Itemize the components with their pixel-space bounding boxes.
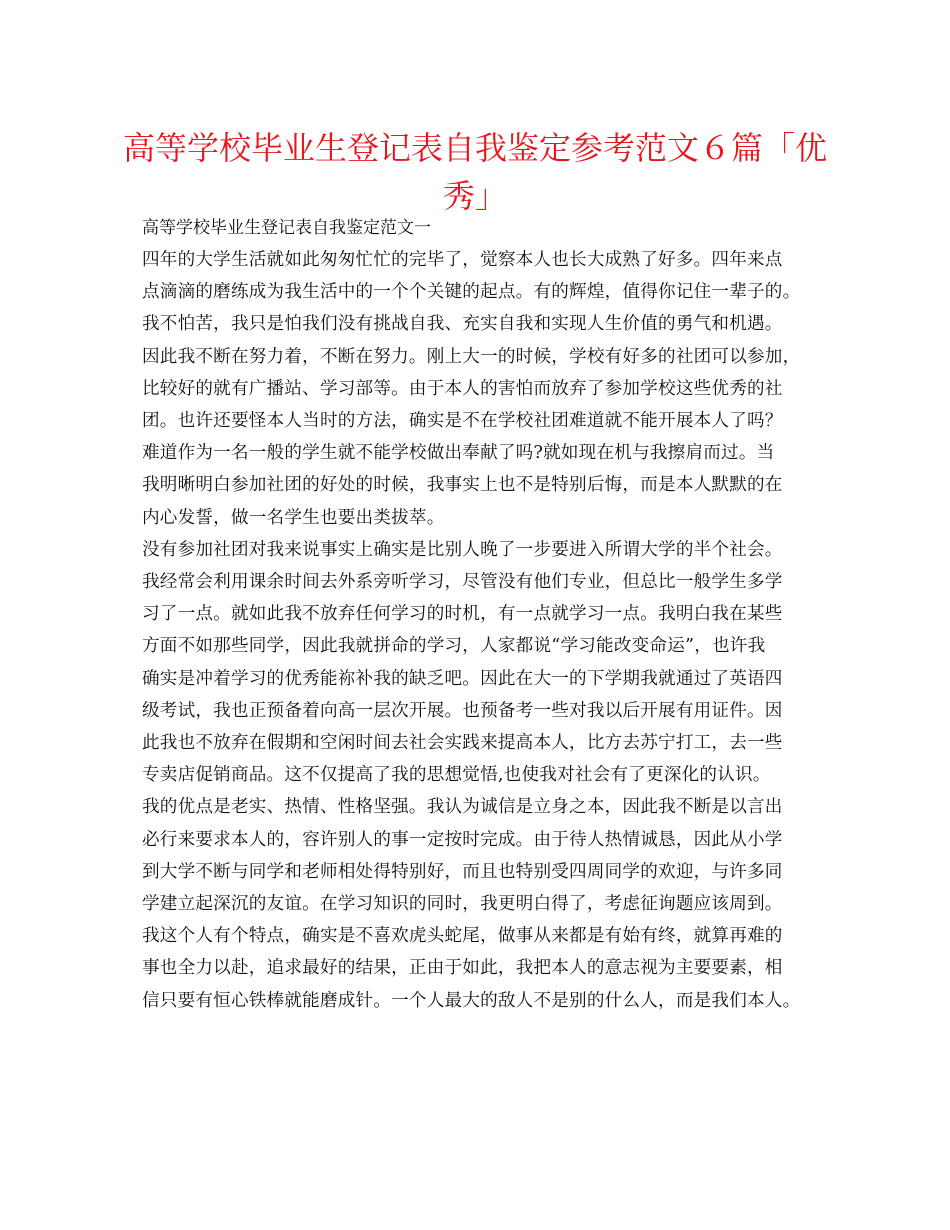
body-line: 比较好的就有广播站、学习部等。由于本人的害怕而放弃了参加学校这些优秀的社 xyxy=(142,378,783,399)
body-line: 我这个人有个特点，确实是不喜欢虎头蛇尾，做事从来都是有始有终，就算再难的 xyxy=(142,926,783,947)
section-heading: 高等学校毕业生登记表自我鉴定范文一 xyxy=(142,218,431,238)
document-title-line2: 秀」 xyxy=(442,177,507,215)
body-line: 团。也许还要怪本人当时的方法，确实是不在学校社团难道就不能开展本人了吗？ xyxy=(142,411,783,432)
body-line: 没有参加社团对我来说事实上确实是比别人晚了一步要进入所谓大学的半个社会。 xyxy=(142,539,783,560)
body-line: 习了一点。就如此我不放弃任何学习的时机，有一点就学习一点。我明白我在某些 xyxy=(142,604,783,625)
body-line: 我的优点是老实、热情、性格坚强。我认为诚信是立身之本，因此我不断是以言出 xyxy=(142,797,783,818)
body-line: 信只要有恒心铁棒就能磨成针。一个人最大的敌人不是别的什么人，而是我们本人。 xyxy=(142,990,801,1011)
body-line: 方面不如那些同学，因此我就拼命的学习，人家都说“学习能改变命运”，也许我 xyxy=(142,636,766,657)
body-line: 我经常会利用课余时间去外系旁听学习，尽管没有他们专业，但总比一般学生多学 xyxy=(142,572,783,593)
body-line: 事也全力以赴，追求最好的结果，正由于如此，我把本人的意志视为主要要素，相 xyxy=(142,958,783,979)
body-line: 必行来要求本人的，容许别人的事一定按时完成。由于待人热情诚恳，因此从小学 xyxy=(142,829,783,850)
body-line: 确实是冲着学习的优秀能祢补我的缺乏吧。因此在大一的下学期我就通过了英语四 xyxy=(142,668,783,689)
body-line: 我不怕苦，我只是怕我们没有挑战自我、充实自我和实现人生价值的勇气和机遇。 xyxy=(142,314,783,335)
body-line: 四年的大学生活就如此匆匆忙忙的完毕了，觉察本人也长大成熟了好多。四年来点 xyxy=(142,250,783,270)
body-line: 内心发誓，做一名学生也要出类拔萃。 xyxy=(142,507,445,528)
body-line: 学建立起深沉的友谊。在学习知识的同时，我更明白得了，考虑征询题应该周到。 xyxy=(142,894,783,915)
body-line: 级考试，我也正预备着向高一层次开展。也预备考一些对我以后开展有用证件。因 xyxy=(142,700,783,721)
document-title-line1: 高等学校毕业生登记表自我鉴定参考范文６篇「优 xyxy=(122,129,827,167)
body-line: 点滴滴的磨练成为我生活中的一个个关键的起点。有的辉煌，值得你记住一辈子的。 xyxy=(142,282,801,303)
document-body xyxy=(142,212,827,1017)
body-line: 到大学不断与同学和老师相处得特别好，而且也特别受四周同学的欢迎，与许多同 xyxy=(142,861,783,882)
document-title xyxy=(120,124,830,220)
body-line: 此我也不放弃在假期和空闲时间去社会实践来提高本人，比方去苏宁打工，去一些 xyxy=(142,733,783,754)
body-line: 因此我不断在努力着，不断在努力。刚上大一的时候，学校有好多的社团可以参加， xyxy=(142,346,801,367)
body-line: 难道作为一名一般的学生就不能学校做出奉献了吗?就如现在机与我擦肩而过。当 xyxy=(142,443,775,464)
body-line: 专卖店促销商品。这不仅提高了我的思想觉悟,也使我对社会有了更深化的认识。 xyxy=(142,765,771,786)
body-line: 我明晰明白参加社团的好处的时候，我事实上也不是特别后悔，而是本人默默的在 xyxy=(142,475,783,496)
